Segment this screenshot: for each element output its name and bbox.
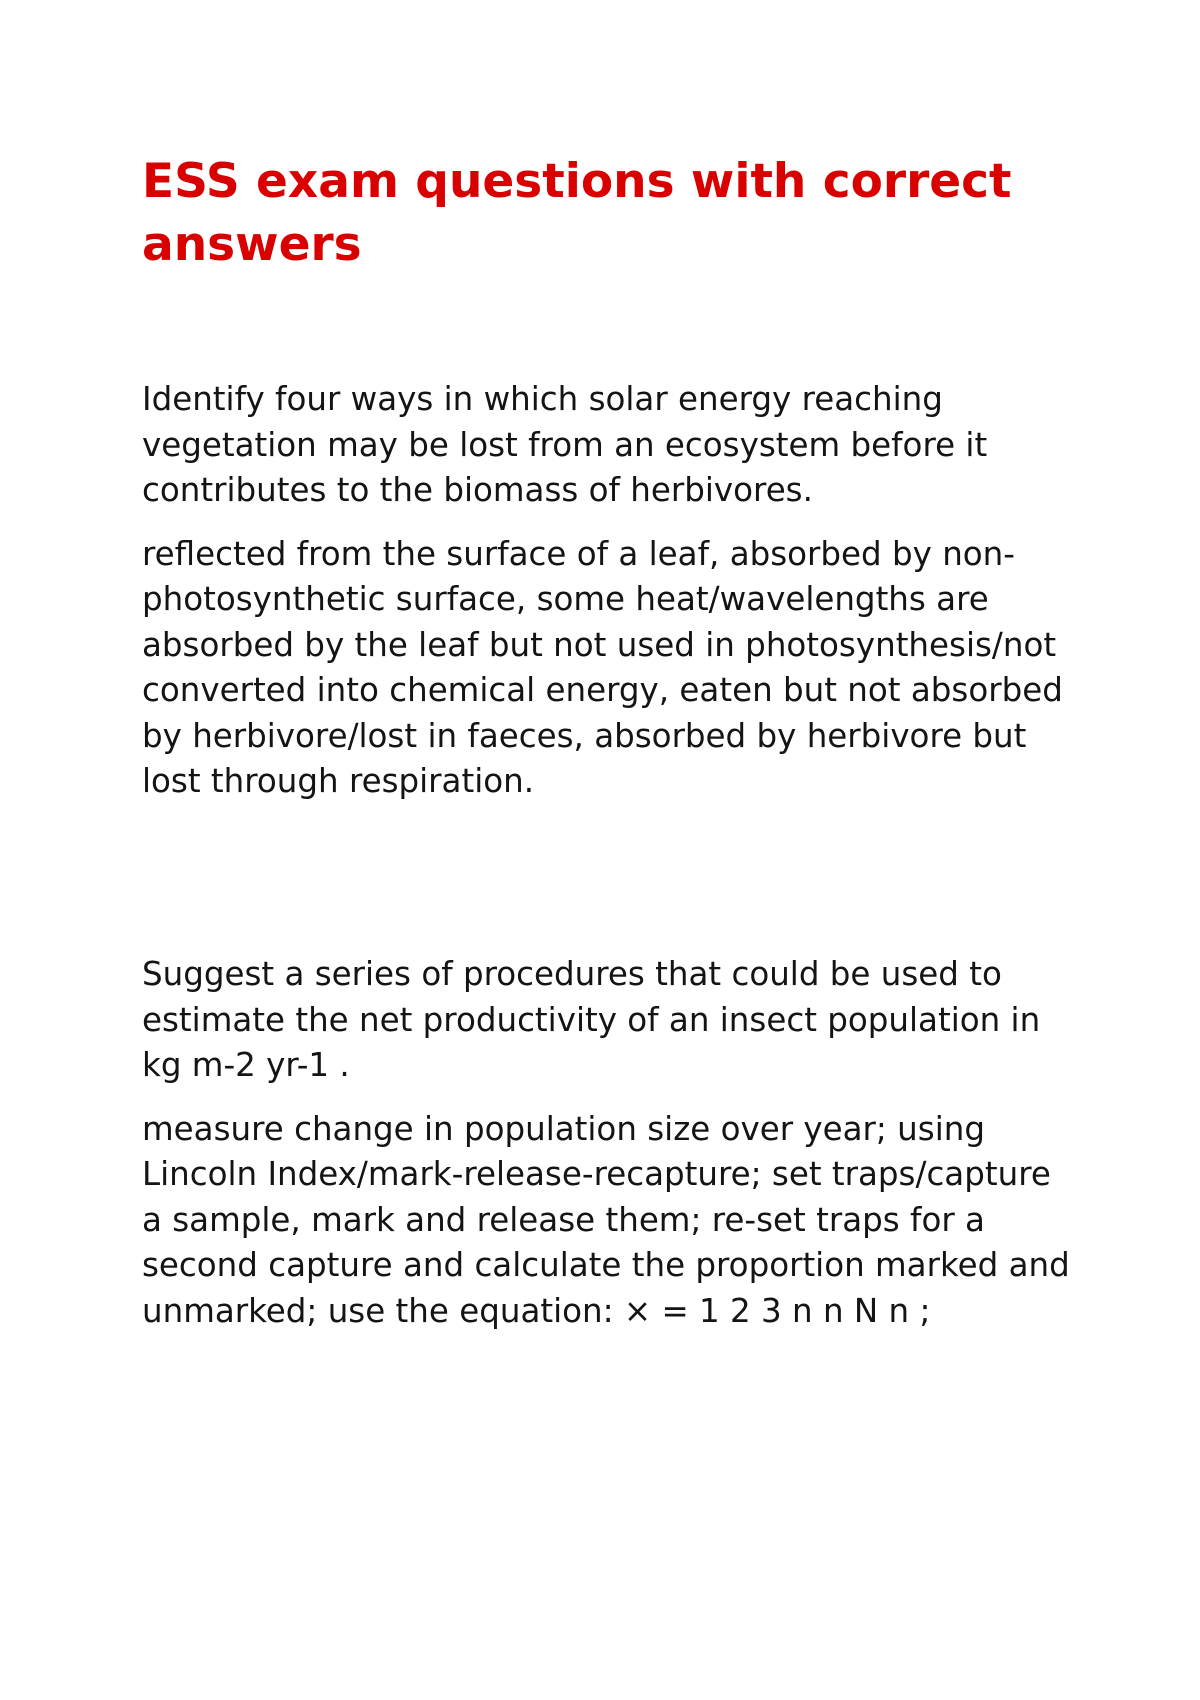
answer-text: reflected from the surface of a leaf, absorbed by non-photosynthetic surface, some heat/wavelengths are absorbed by the leaf but not used in photosynthesis/not converted into chemical energy, eaten but not absorbed by herbivore/lost in faeces, absorbed by herbivore but lost through respiration. (142, 534, 1063, 800)
document-title: ESS exam questions with correct answers (142, 154, 1012, 272)
qa-item (142, 377, 1072, 805)
question-text: Suggest a series of procedures that could be used to estimate the net productivity of an insect population in kg m-2 yr-1 . (142, 955, 1041, 1084)
qa-item (142, 952, 1072, 1334)
question-text: Identify four ways in which solar energy reaching vegetation may be lost from an ecosystem before it contributes to the biomass of herbivores. (142, 380, 988, 509)
answer-text: measure change in population size over year; using Lincoln Index/mark-release-recapture; set traps/capture a sample, mark and release them; re-set traps for a second capture and calculate the proportion marked and unmarked; use the equation: × = 1 2 3 n n N n ; (142, 1109, 1070, 1330)
